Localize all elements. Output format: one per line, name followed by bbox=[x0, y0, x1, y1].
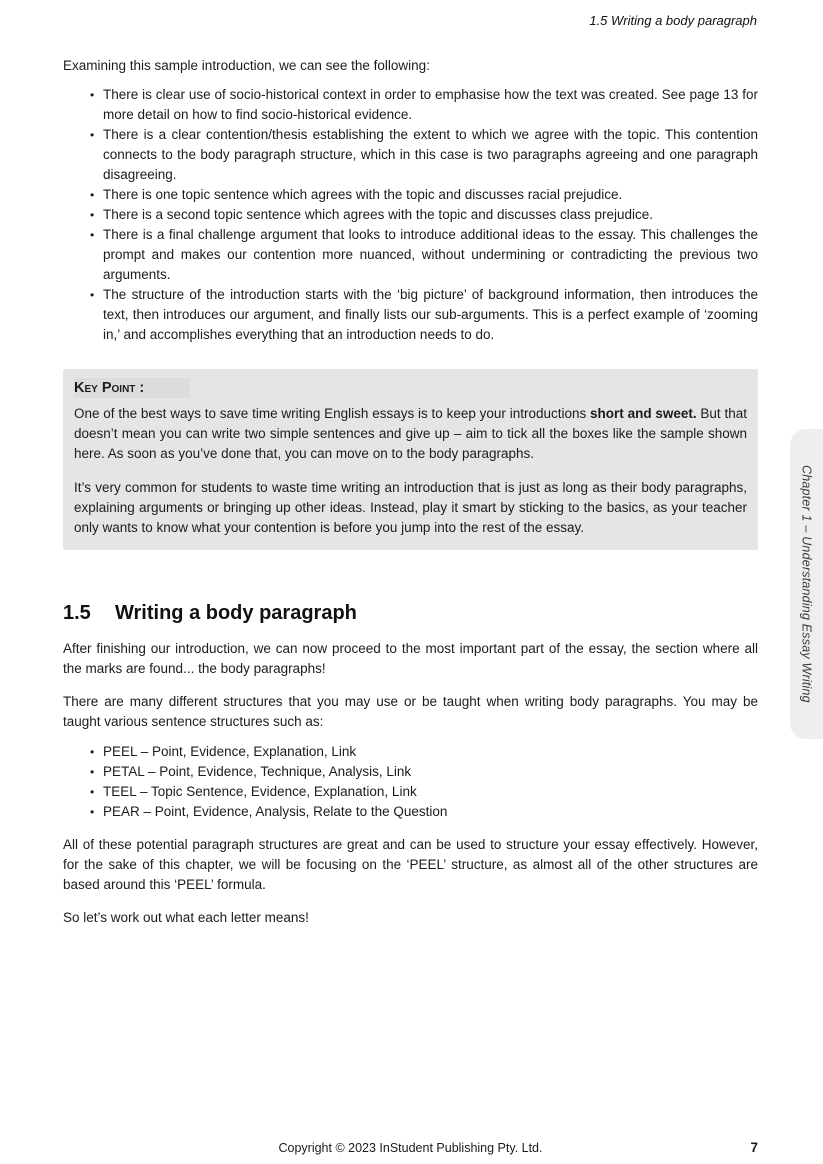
section-paragraph-1: After finishing our introduction, we can now proceed to the most important part of the essay, the section where all the marks are found... the body paragraphs! bbox=[63, 641, 758, 676]
intro-lead: Examining this sample introduction, we can see the following: bbox=[63, 58, 430, 73]
list-item bbox=[90, 225, 758, 285]
list-item bbox=[90, 762, 758, 782]
bullet-icon: • bbox=[90, 805, 95, 819]
section-paragraph-4: So let’s work out what each letter means! bbox=[63, 910, 309, 925]
bullet-text: PEAR – Point, Evidence, Analysis, Relate to the Question bbox=[103, 804, 448, 819]
bullet-icon: • bbox=[90, 188, 95, 202]
bullet-text: There is a second topic sentence which agrees with the topic and discusses class prejudice. bbox=[103, 207, 654, 222]
key-point-paragraph-1 bbox=[74, 404, 747, 464]
list-item bbox=[90, 802, 758, 822]
bullet-icon: • bbox=[90, 288, 95, 302]
key-point-p1-bold: short and sweet. bbox=[590, 406, 697, 421]
bullet-icon: • bbox=[90, 785, 95, 799]
bullet-text: The structure of the introduction starts with the ‘big picture’ of background information, then introduces the text, then introduces our argument, and finally lists our sub-arguments. This is a perfect example of ‘zooming in,’ and accomplishes everything that an introduction needs to do. bbox=[103, 287, 758, 342]
key-point-label: Key Point : bbox=[74, 378, 190, 398]
key-point-box bbox=[63, 369, 758, 550]
bullet-icon: • bbox=[90, 228, 95, 242]
page-content bbox=[63, 56, 758, 928]
page-number: 7 bbox=[750, 1140, 758, 1155]
section-title: Writing a body paragraph bbox=[115, 602, 357, 624]
chapter-side-tab bbox=[790, 429, 823, 739]
bullet-text: There is a clear contention/thesis establishing the extent to which we agree with the topic. This contention connects to the body paragraph structure, which in this case is two paragraphs agreeing and one paragraph disagreeing. bbox=[103, 127, 758, 182]
bullet-text: There is clear use of socio-historical context in order to emphasise how the text was created. See page 13 for more detail on how to find socio-historical evidence. bbox=[103, 87, 758, 122]
section-heading bbox=[63, 600, 758, 626]
bullet-icon: • bbox=[90, 88, 95, 102]
bullet-text: There is a final challenge argument that looks to introduce additional ideas to the essay. This challenges the prompt and makes our contention more nuanced, without undermining or contradicting the previous two arguments. bbox=[103, 227, 758, 282]
section-paragraph-2: There are many different structures that you may use or be taught when writing body paragraphs. You may be taught various sentence structures such as: bbox=[63, 694, 758, 729]
list-item bbox=[90, 782, 758, 802]
page-footer bbox=[63, 1138, 758, 1158]
list-item bbox=[90, 125, 758, 185]
section-number: 1.5 bbox=[63, 602, 91, 624]
bullet-text: PEEL – Point, Evidence, Explanation, Link bbox=[103, 744, 357, 759]
bullet-text: TEEL – Topic Sentence, Evidence, Explanation, Link bbox=[103, 784, 417, 799]
bullet-text: There is one topic sentence which agrees with the topic and discusses racial prejudice. bbox=[103, 187, 623, 202]
bullet-text: PETAL – Point, Evidence, Technique, Analysis, Link bbox=[103, 764, 412, 779]
bullet-icon: • bbox=[90, 745, 95, 759]
bullet-icon: • bbox=[90, 128, 95, 142]
key-point-p1-after: But that doesn’t mean you can write two simple sentences and give up – aim to tick all the boxes like the sample shown here. As soon as you’ve done that, you can move on to the body paragraphs. bbox=[74, 406, 747, 461]
copyright-text: Copyright © 2023 InStudent Publishing Pty. Ltd. bbox=[278, 1141, 543, 1155]
intro-bullet-list bbox=[63, 85, 758, 345]
list-item bbox=[90, 285, 758, 345]
list-item bbox=[90, 742, 758, 762]
running-header: 1.5 Writing a body paragraph bbox=[589, 13, 757, 28]
chapter-side-tab-label: Chapter 1 – Understanding Essay Writing bbox=[799, 465, 814, 703]
key-point-p1-before: One of the best ways to save time writing English essays is to keep your introductions bbox=[74, 406, 591, 421]
key-point-paragraph-2: It’s very common for students to waste time writing an introduction that is just as long as their body paragraphs, explaining arguments or bringing up other ideas. Instead, play it smart by sticking to the basics, as your teacher only wants to know what your contention is before you jump into the rest of the essay. bbox=[74, 480, 747, 535]
structures-bullet-list bbox=[63, 742, 758, 822]
bullet-icon: • bbox=[90, 208, 95, 222]
list-item bbox=[90, 85, 758, 125]
list-item bbox=[90, 205, 758, 225]
bullet-icon: • bbox=[90, 765, 95, 779]
list-item bbox=[90, 185, 758, 205]
section-paragraph-3: All of these potential paragraph structures are great and can be used to structure your essay effectively. However, for the sake of this chapter, we will be focusing on the ‘PEEL’ structure, as almost all of the other structures are based around this ‘PEEL’ formula. bbox=[63, 837, 758, 892]
